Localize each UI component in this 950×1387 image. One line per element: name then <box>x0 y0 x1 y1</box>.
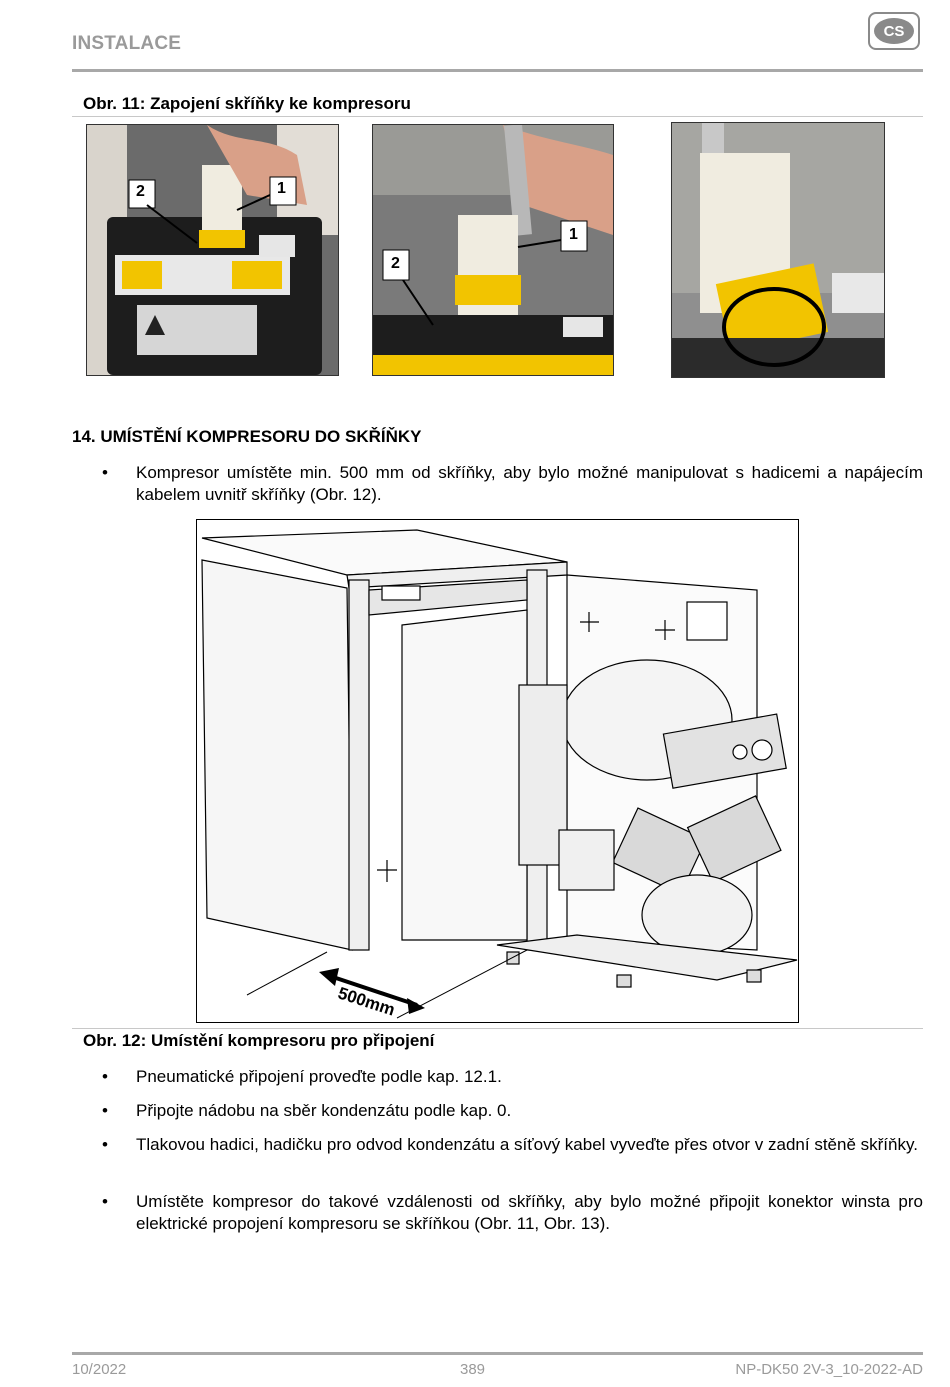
photo-connector-insert <box>372 124 614 376</box>
bullet-dot: • <box>102 463 108 482</box>
section-heading: 14. UMÍSTĚNÍ KOMPRESORU DO SKŘÍŇKY <box>72 427 422 446</box>
bullet-dot: • <box>102 1192 108 1211</box>
list-item-text: Připojte nádobu na sběr kondenzátu podle kap. 0. <box>136 1101 512 1120</box>
language-badge <box>868 12 920 50</box>
caption-rule <box>72 116 923 117</box>
photo-connector-box-drawing <box>87 125 338 375</box>
caption-rule <box>72 1028 923 1029</box>
list-item <box>72 1191 923 1235</box>
photo1-callout-1: 1 <box>277 180 286 197</box>
cabinet-compressor-drawing <box>197 520 798 1022</box>
list-item-text: Tlakovou hadici, hadičku pro odvod kondenzátu a síťový kabel vyveďte přes otvor v zadní stěně skříňky. <box>136 1135 918 1154</box>
dimension-label: 500mm <box>335 983 398 1020</box>
list-item-text: Kompresor umístěte min. 500 mm od skříňky, aby bylo možné manipulovat s hadicemi a napájecím kabelem uvnitř skříňky (Obr. 12). <box>136 463 923 504</box>
figure-11-caption: Obr. 11: Zapojení skříňky ke kompresoru <box>83 94 411 113</box>
photo2-callout-1: 1 <box>569 226 578 243</box>
figure-12-drawing <box>196 519 799 1023</box>
photo-connector-insert-drawing <box>373 125 613 375</box>
bullet-dot: • <box>102 1101 108 1120</box>
list-item <box>72 462 923 506</box>
page-number: 389 <box>460 1361 486 1378</box>
header-rule <box>72 69 923 72</box>
document-id: NP-DK50 2V-3_10-2022-AD <box>735 1361 923 1378</box>
chapter-title: INSTALACE <box>72 33 182 54</box>
photo-connector-detail <box>671 122 885 378</box>
bullet-dot: • <box>102 1067 108 1086</box>
list-item-text: Umístěte kompresor do takové vzdálenosti od skříňky, aby bylo možné připojit konektor winsta pro elektrické propojení kompresoru se skříňkou (Obr. 11, Obr. 13). <box>136 1192 923 1233</box>
photo1-callout-2: 2 <box>136 183 145 200</box>
photo2-callout-2: 2 <box>391 255 400 272</box>
photo-connector-box <box>86 124 339 376</box>
list-item <box>72 1100 923 1122</box>
footer-date: 10/2022 <box>72 1361 127 1378</box>
figure-12-caption: Obr. 12: Umístění kompresoru pro připojení <box>83 1031 435 1050</box>
list-item-text: Pneumatické připojení proveďte podle kap. 12.1. <box>136 1067 502 1086</box>
list-item <box>72 1134 923 1156</box>
list-item <box>72 1066 923 1088</box>
bullet-dot: • <box>102 1135 108 1154</box>
footer-rule <box>72 1352 923 1355</box>
language-badge-label: CS <box>874 18 914 44</box>
photo-connector-detail-drawing <box>672 123 884 377</box>
